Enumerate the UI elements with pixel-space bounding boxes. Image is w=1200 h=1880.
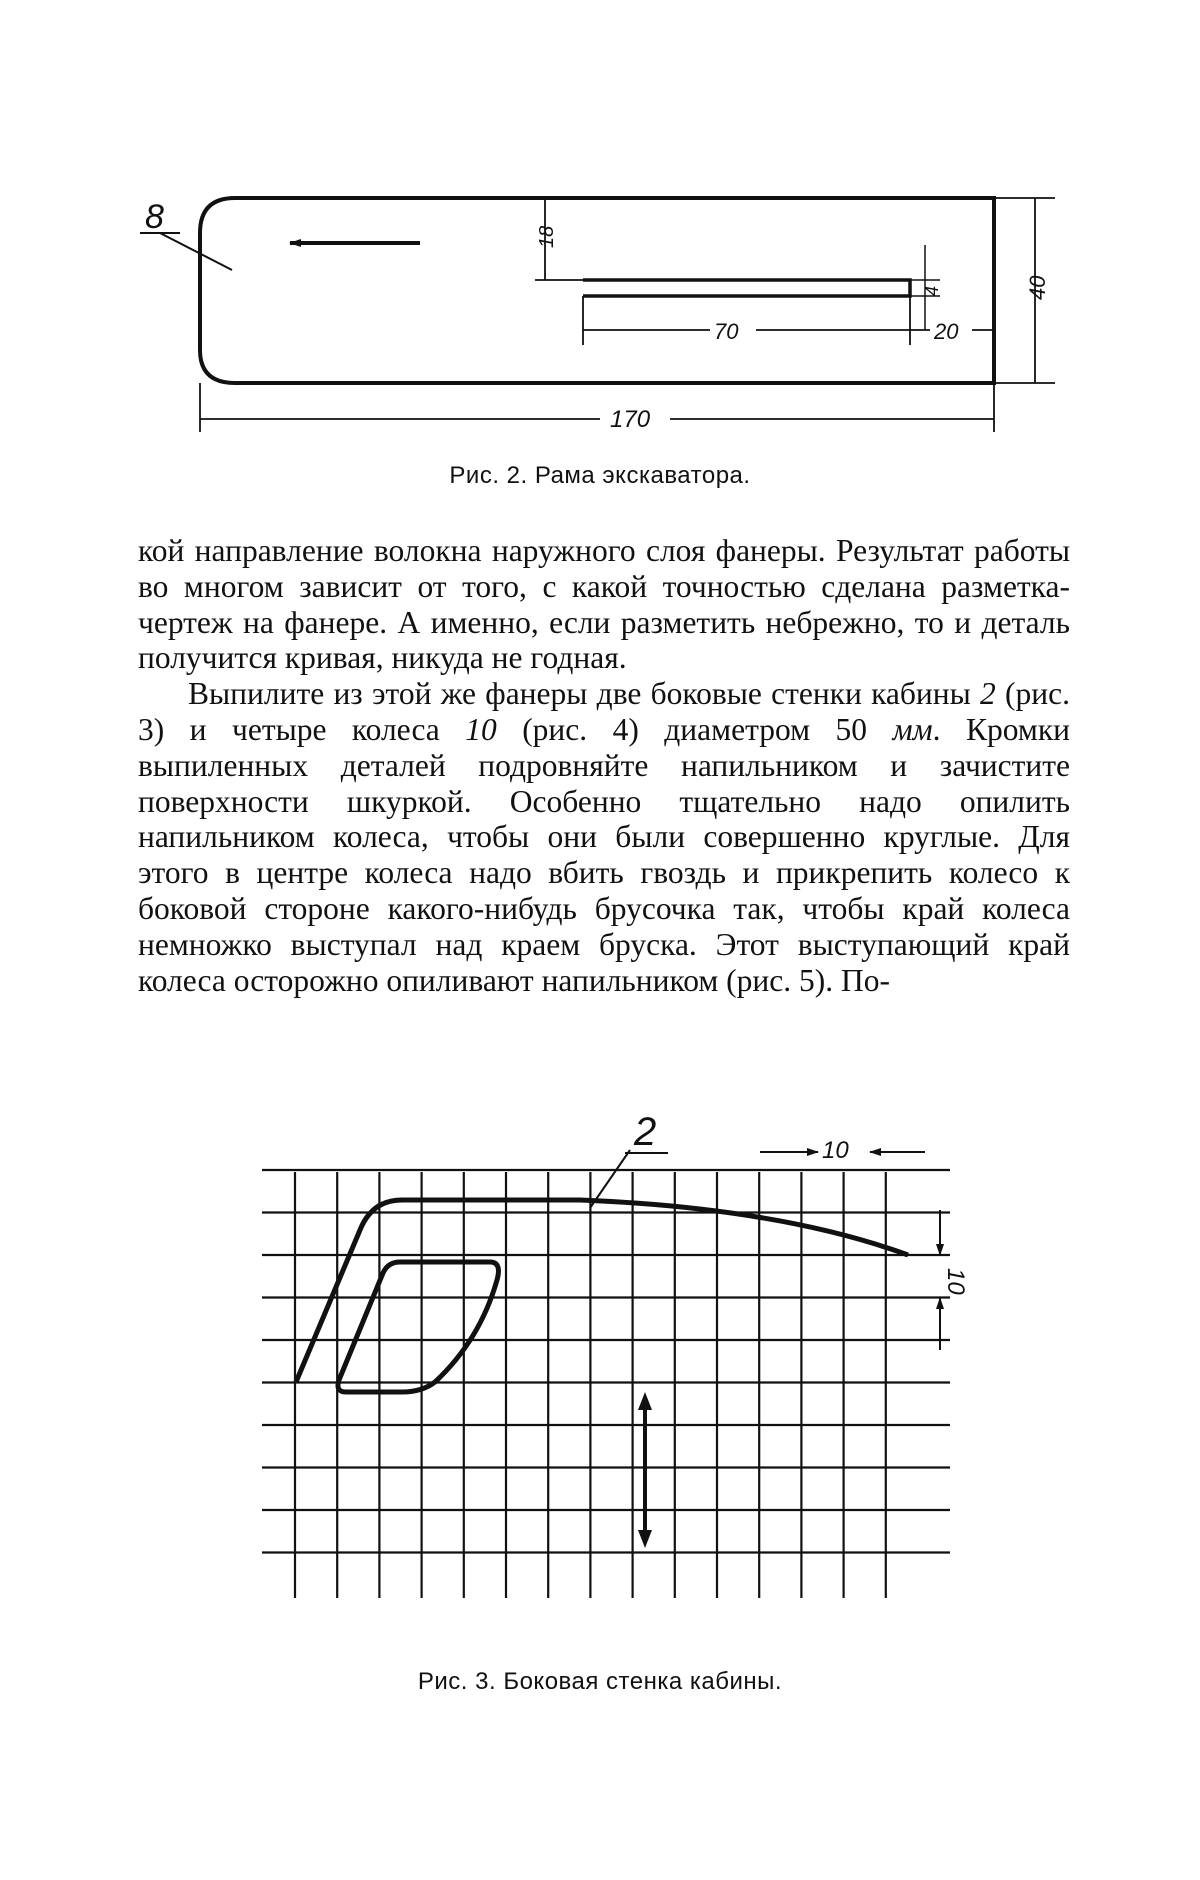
dim-18-label: 18 — [536, 225, 558, 248]
dim-h10-label: 10 — [822, 1137, 849, 1164]
part-number-2: 2 — [634, 1110, 657, 1154]
leader-line — [160, 233, 232, 270]
dim-v10-label: 10 — [942, 1268, 969, 1295]
figure-3-caption: Рис. 3. Боковая стенка кабины. — [417, 1668, 783, 1695]
dim-20-label: 20 — [934, 319, 959, 344]
figure-2-caption: Рис. 2. Рама экскаватора. — [449, 462, 751, 489]
paragraph-2: Выпилите из этой же фанеры две боковые стенки кабины 2 (рис. 3) и четыре колеса 10 (рис. 4) диаметром 50 мм. Кромки выпиленных деталей подровняйте напильником и зачистите поверхности шкуркой. Особенно тщательно надо опилить напильником колеса, чтобы они были совершенно круглые. Для этого в центре колеса надо вбить гвоздь и прикрепить колесо к боковой стороне какого-нибудь брусочка так, чтобы край колеса немножко выступал над краем бруска. Этот выступающий край колеса осторожно опиливают напильником (рис. 5). По- — [138, 676, 1070, 998]
cabin-window-outline — [338, 1262, 499, 1392]
frame-outline — [200, 198, 994, 383]
part-number-8: 8 — [145, 198, 164, 236]
figure-2-drawing — [0, 0, 1200, 460]
dim-70-label: 70 — [714, 319, 739, 344]
figure-3-drawing — [0, 1110, 1200, 1670]
cabin-side-outline — [296, 1200, 908, 1382]
body-text — [138, 533, 1070, 998]
dim-170-label: 170 — [610, 406, 651, 433]
slot-outline — [583, 280, 910, 296]
dim-40-label: 40 — [1025, 275, 1050, 300]
paragraph-1: кой направление волокна наружного слоя фанеры. Результат работы во многом зависит от того, с какой точностью сделана разметка-чертеж на фанере. А именно, если разметить небрежно, то и деталь получится кривая, никуда не годная. — [138, 533, 1070, 676]
dim-4-label: 4 — [922, 285, 942, 296]
